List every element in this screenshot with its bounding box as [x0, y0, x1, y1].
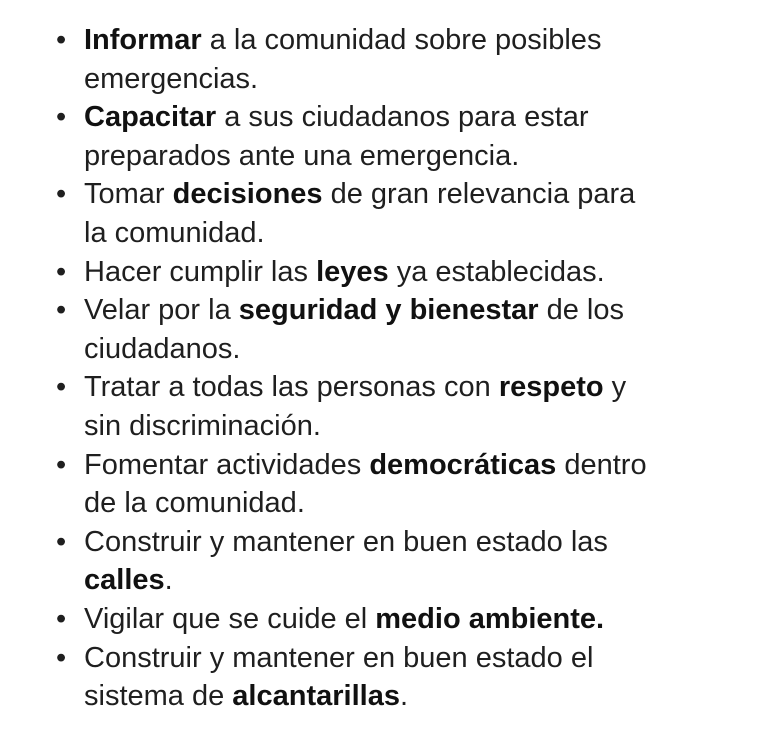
bold-keyword: leyes	[316, 255, 389, 288]
text-segment: de los	[538, 294, 624, 327]
list-item-line	[84, 523, 756, 562]
text-segment: .	[164, 564, 173, 597]
bullet-icon: •	[56, 525, 67, 558]
list-item	[56, 446, 756, 523]
list-item-line	[84, 253, 756, 292]
list-item	[56, 98, 756, 175]
list-item-line	[84, 98, 756, 137]
bullet-icon: •	[56, 641, 67, 674]
text-segment: preparados ante una emergencia.	[84, 139, 520, 172]
text-segment: Velar por la	[84, 294, 239, 327]
bold-keyword: decisiones	[172, 178, 323, 211]
list-item-line	[84, 137, 756, 176]
text-segment: la comunidad.	[84, 216, 265, 249]
bullet-icon: •	[56, 602, 67, 635]
list-item	[56, 368, 756, 445]
list-item	[56, 291, 756, 368]
text-segment: a la comunidad sobre posibles	[201, 24, 602, 56]
text-segment: emergencias.	[84, 62, 259, 95]
list-item	[56, 639, 756, 716]
list-item	[56, 253, 756, 292]
text-segment: Fomentar actividades	[84, 448, 370, 481]
bold-keyword: calles	[84, 564, 165, 597]
list-item-line	[84, 330, 756, 369]
text-segment: de gran relevancia para	[322, 178, 636, 211]
bold-keyword: Capacitar	[84, 101, 217, 134]
list-item-line	[84, 60, 756, 99]
list-item-line	[84, 21, 756, 60]
text-segment: sin discriminación.	[84, 409, 321, 442]
text-segment: sistema de	[84, 680, 233, 713]
list-item-line	[84, 175, 756, 214]
list-item	[56, 175, 756, 252]
list-item-line	[84, 677, 756, 716]
text-segment: Construir y mantener en buen estado las	[84, 525, 608, 558]
text-segment: Construir y mantener en buen estado el	[84, 641, 594, 674]
text-segment: Hacer cumplir las	[84, 255, 317, 288]
bullet-icon: •	[56, 294, 67, 327]
list-item-line	[84, 368, 756, 407]
bullet-icon: •	[56, 255, 67, 288]
text-segment: de la comunidad.	[84, 487, 305, 520]
list-item-line	[84, 291, 756, 330]
list-item-line	[84, 639, 756, 678]
list-item	[56, 21, 756, 98]
responsibilities-list	[56, 21, 756, 716]
list-item-line	[84, 484, 756, 523]
list-item-line	[84, 600, 756, 639]
list-item-line	[84, 446, 756, 485]
bold-keyword: Informar	[84, 24, 202, 56]
text-segment: y	[603, 371, 627, 404]
text-segment: a sus ciudadanos para estar	[216, 101, 589, 134]
bullet-icon: •	[56, 448, 67, 481]
bold-keyword: medio ambiente.	[375, 602, 605, 635]
text-segment: ya establecidas.	[388, 255, 605, 288]
bold-keyword: democráticas	[369, 448, 557, 481]
bold-keyword: respeto	[498, 371, 604, 404]
text-segment: Tomar	[84, 178, 173, 211]
list-item	[56, 523, 756, 600]
list-item	[56, 600, 756, 639]
text-segment: Tratar a todas las personas con	[84, 371, 499, 404]
text-segment: dentro	[556, 448, 647, 481]
bullet-icon: •	[56, 371, 67, 404]
list-item-line	[84, 561, 756, 600]
bullet-icon: •	[56, 24, 67, 56]
text-segment: Vigilar que se cuide el	[84, 602, 376, 635]
list-item-line	[84, 407, 756, 446]
text-segment: ciudadanos.	[84, 332, 241, 365]
bullet-icon: •	[56, 101, 67, 134]
list-item-line	[84, 214, 756, 253]
bold-keyword: seguridad y bienestar	[238, 294, 539, 327]
text-segment: .	[399, 680, 409, 713]
bold-keyword: alcantarillas	[232, 680, 400, 713]
bullet-icon: •	[56, 178, 67, 211]
